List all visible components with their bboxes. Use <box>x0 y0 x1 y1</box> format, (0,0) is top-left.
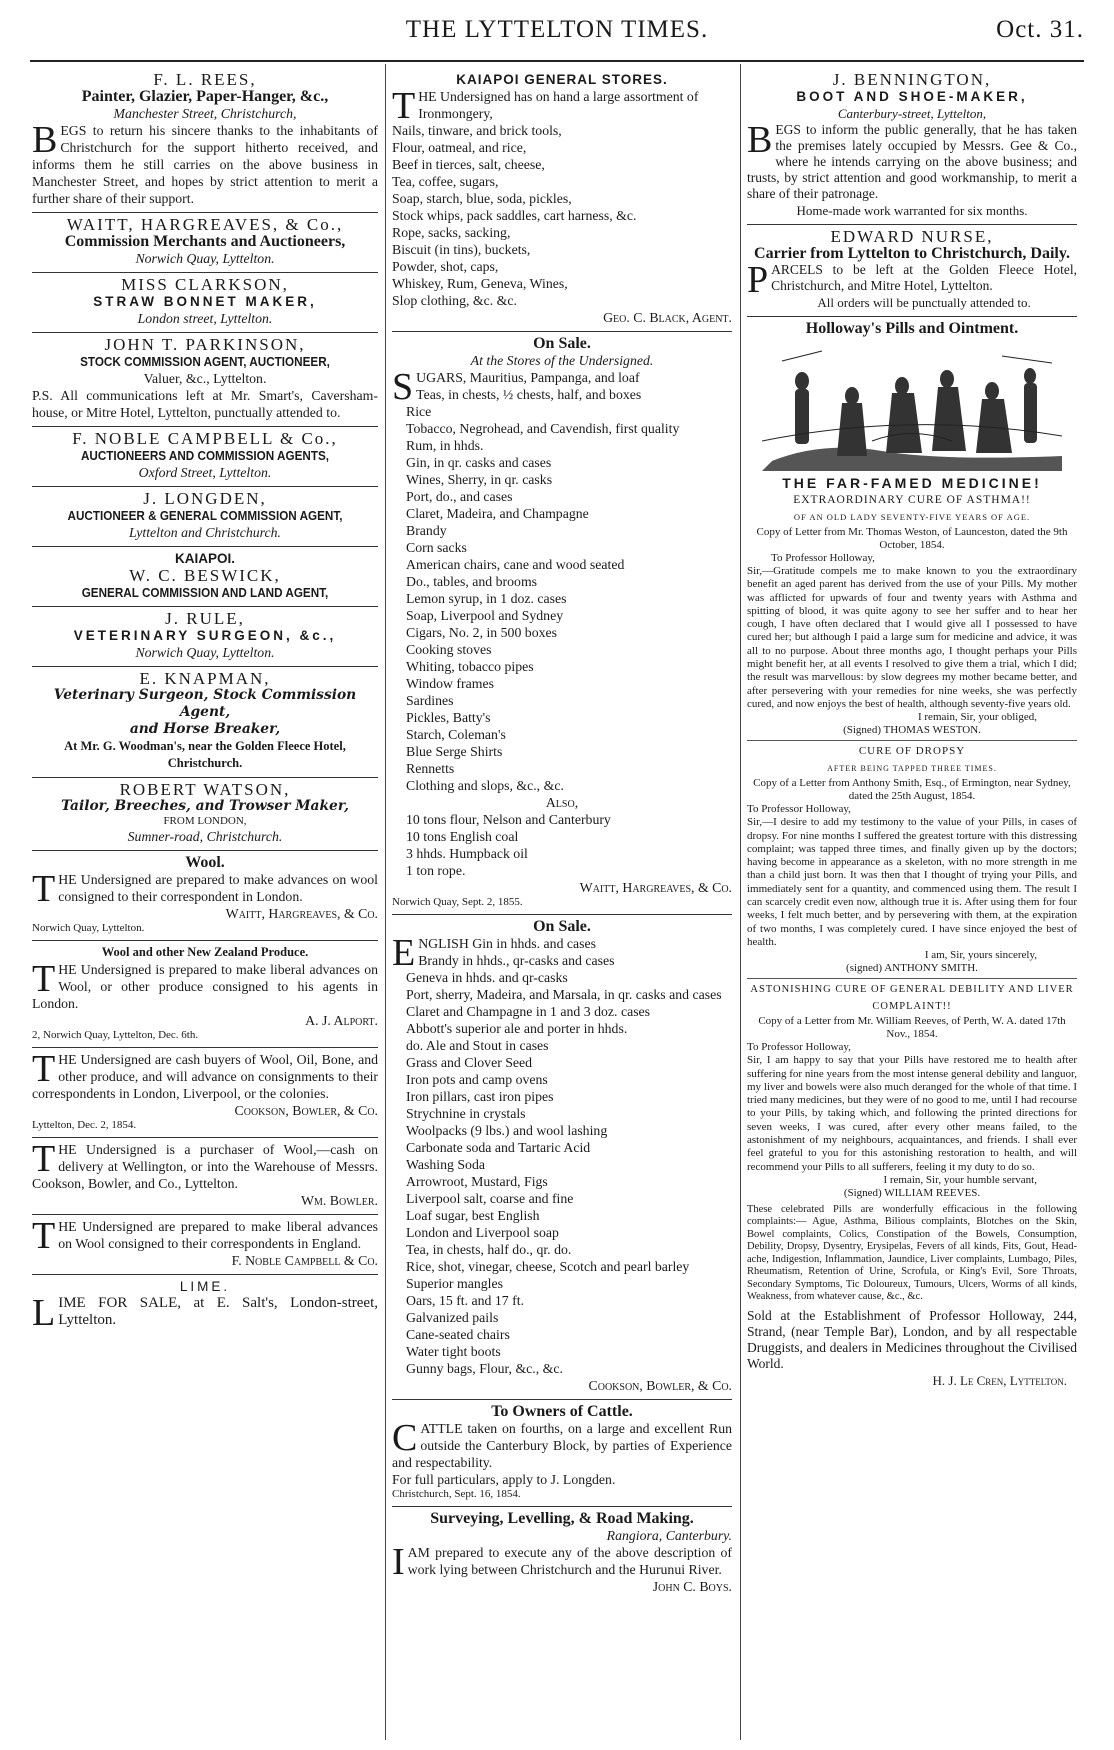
drop-cap: T <box>32 868 56 910</box>
ad-trade: VETERINARY SURGEON, &c., <box>73 628 337 643</box>
ad-body <box>32 958 378 1012</box>
list-item: Carbonate soda and Tartaric Acid <box>406 1140 591 1155</box>
ad-nurse <box>747 225 1077 317</box>
ad-also: Also, <box>545 795 579 810</box>
ad-sub: Rangiora, Canterbury. <box>606 1528 732 1543</box>
ad-text: EGS to inform the public generally, that he has taken the premises lately occupied by Messrs. Gee & Co., where he intends carrying on the above business; and trusts, by strict attention and good workmanship, to merit a share of their patronage. <box>747 122 1077 201</box>
list-item: Powder, shot, caps, <box>392 259 499 274</box>
engraving-illustration <box>762 341 1062 471</box>
list-item: Rice <box>406 404 432 419</box>
ad-address: Oxford Street, Lyttelton. <box>138 465 272 480</box>
list-item: Woolpacks (9 lbs.) and wool lashing <box>406 1123 608 1138</box>
ad-heading: Holloway's Pills and Ointment. <box>805 320 1019 337</box>
list-item: Brandy in hhds., qr-casks and cases <box>418 953 615 968</box>
list-item: Window frames <box>406 676 494 691</box>
list-item: Tea, coffee, sugars, <box>392 174 499 189</box>
list-item: Cooking stoves <box>406 642 492 657</box>
ad-address: Norwich Quay, Lyttelton. <box>135 645 275 660</box>
ad-more: For full particulars, apply to J. Longden. <box>392 1472 616 1487</box>
ad-text: IME FOR SALE, at E. Salt's, London-street, Lyttelton. <box>58 1295 378 1328</box>
ad-body: P.S. All communications left at Mr. Smart's, Caversham-house, or Mitre Hotel, Lyttelton, punctually attended to. <box>32 388 378 420</box>
ad-on-sale-cookson <box>392 915 732 1400</box>
ad-wool <box>32 851 378 941</box>
ad-name: JOHN T. PARKINSON, <box>104 335 306 354</box>
ad-heading: Wool and other New Zealand Produce. <box>101 945 309 959</box>
cure-close: I remain, Sir, your humble servant, <box>883 1173 1037 1186</box>
ad-signature: Waitt, Hargreaves, & Co. <box>225 906 378 921</box>
list-item: Rice, shot, vinegar, cheese, Scotch and pearl barley <box>406 1259 690 1274</box>
ad-signature: Waitt, Hargreaves, & Co. <box>579 880 732 895</box>
ad-alport <box>32 941 378 1048</box>
ad-place: Norwich Quay, Sept. 2, 1855. <box>392 896 523 908</box>
ad-trade: BOOT AND SHOE-MAKER, <box>796 89 1028 104</box>
ad-trade: Carrier from Lyttelton to Christchurch, Daily. <box>754 245 1070 262</box>
ad-trade: STRAW BONNET MAKER, <box>93 294 317 309</box>
ad-bowler <box>32 1138 378 1215</box>
ad-body <box>392 1417 732 1471</box>
list-item: Liverpool salt, coarse and fine <box>406 1191 574 1206</box>
ad-text: HE Undersigned are prepared to make liberal advances on Wool consigned to their correspondents in England. <box>58 1219 378 1251</box>
drop-cap: P <box>747 259 769 301</box>
ad-surveying <box>392 1507 732 1600</box>
drop-cap: L <box>32 1292 56 1334</box>
ad-name: J. BENNINGTON, <box>832 70 992 89</box>
ad-name: WAITT, HARGREAVES, & Co., <box>66 215 344 234</box>
ad-heading: KAIAPOI GENERAL STORES. <box>456 72 668 87</box>
list-item: 1 ton rope. <box>406 863 466 878</box>
list-item: 10 tons English coal <box>406 829 519 844</box>
ad-text: NGLISH Gin in hhds. and cases <box>418 936 597 951</box>
ad-body <box>32 119 378 207</box>
ad-text: HE Undersigned has on hand a large assortment of <box>418 89 699 104</box>
list-item: do. Ale and Stout in cases <box>406 1038 549 1053</box>
cure-title: CURE OF DROPSY <box>747 740 1077 760</box>
list-item: Corn sacks <box>406 540 467 555</box>
list-item: Rum, in hhds. <box>406 438 484 453</box>
list-item: Clothing and slops, &c., &c. <box>406 778 564 793</box>
list-item: Cane-seated chairs <box>406 1327 510 1342</box>
ad-signature: H. J. Le Cren, Lyttelton. <box>932 1372 1067 1388</box>
ad-place: KAIAPOI. <box>174 551 235 566</box>
list-item: Teas, in chests, ½ chests, half, and boxes <box>416 387 642 402</box>
sold-at: Sold at the Establishment of Professor Holloway, 244, Strand, (near Temple Bar), London, and by all respectable Druggists, and dealers in Medicines throughout the Civilised World. <box>747 1307 1077 1371</box>
list-item: Washing Soda <box>406 1157 485 1172</box>
list-item: London and Liverpool soap <box>406 1225 559 1240</box>
ad-campbell <box>32 427 378 487</box>
ad-heading: To Owners of Cattle. <box>491 1403 633 1420</box>
ad-campbell-wool <box>32 1215 378 1275</box>
list-item: Iron pillars, cast iron pipes <box>406 1089 554 1104</box>
cure-copy: Copy of a Letter from Anthony Smith, Esq., of Ermington, near Sydney, dated the 25th August, 1854. <box>753 777 1071 803</box>
ad-name: ROBERT WATSON, <box>119 780 291 799</box>
list-item: Water tight boots <box>406 1344 501 1359</box>
list-item: Grass and Clover Seed <box>406 1055 533 1070</box>
column-2 <box>392 68 732 1740</box>
list-item: Blue Serge Shirts <box>406 744 503 759</box>
ad-trade: AUCTIONEERS AND COMMISSION AGENTS, <box>80 448 330 463</box>
list-item: Do., tables, and brooms <box>406 574 538 589</box>
list-item: Strychnine in crystals <box>406 1106 526 1121</box>
ad-name: J. LONGDEN, <box>143 489 267 508</box>
ad-heading: Surveying, Levelling, & Road Making. <box>430 1510 694 1527</box>
ad-note: Home-made work warranted for six months. <box>796 203 1028 218</box>
ad-heading: Wool. <box>185 854 225 871</box>
list-item: Port, sherry, Madeira, and Marsala, in qr. casks and cases <box>406 987 722 1002</box>
list-item: Port, do., and cases <box>406 489 513 504</box>
ad-from: FROM LONDON, <box>163 815 247 827</box>
drop-cap: T <box>32 1215 56 1257</box>
complaints-list: These celebrated Pills are wonderfully efficacious in the following complaints:— Ague, Asthma, Bilious complaints, Blotches on the Skin, Bowel complaints, Colics, Constipation of the Bowels, Consumption, Debility, Dropsy, Dysentry, Erysipelas, Fevers of all kinds, Fits, Gout, Head-ache, Indigestion, Inflammation, Jaundice, Liver complaints, Lumbago, Piles, Rheumatism, Retention of Urine, Scrofula, or King's Evil, Sore Throats, Secondary Symptoms, Tic Doloureux, Tumours, Ulcers, Worms of all kinds, Weakness, from whatever cause, &c., &c. <box>747 1203 1077 1303</box>
ad-name: W. C. BESWICK, <box>129 566 281 585</box>
ad-signature: A. J. Alport. <box>305 1013 378 1028</box>
drop-cap: S <box>392 366 414 408</box>
ad-name: J. RULE, <box>165 609 245 628</box>
list-item: Whiting, tobacco pipes <box>406 659 534 674</box>
cure-copy: Copy of a Letter from Mr. William Reeves, of Perth, W. A. dated 17th Nov., 1854. <box>758 1015 1066 1041</box>
list-item: Galvanized pails <box>406 1310 499 1325</box>
list-item: Stock whips, pack saddles, cart harness, &c. <box>392 208 637 223</box>
cure-copy: Copy of Letter from Mr. Thomas Weston, of Launceston, dated the 9th October, 1854. <box>756 526 1068 551</box>
list-item: Soap, starch, blue, soda, pickles, <box>392 191 572 206</box>
column-3 <box>747 68 1077 1740</box>
list-item: Rope, sacks, sacking, <box>392 225 511 240</box>
ad-signature: Cookson, Bowler, & Co. <box>588 1378 732 1393</box>
ad-longden <box>32 487 378 547</box>
ad-body <box>392 1541 732 1583</box>
ad-name: F. L. REES, <box>153 70 257 89</box>
cure-to: To Professor Holloway, <box>771 552 875 564</box>
list-item: Claret, Madeira, and Champagne <box>406 506 589 521</box>
list-item: Wines, Sherry, in qr. casks <box>406 472 553 487</box>
list-item: Claret and Champagne in 1 and 3 doz. cases <box>406 1004 651 1019</box>
list-item: Rennetts <box>406 761 455 776</box>
cure-to: To Professor Holloway, <box>747 803 851 816</box>
list-item: Starch, Coleman's <box>406 727 506 742</box>
list-item: Pickles, Batty's <box>406 710 491 725</box>
drop-cap: T <box>32 1138 56 1180</box>
drop-cap: C <box>392 1417 418 1459</box>
ad-tagline: THE FAR-FAMED MEDICINE! <box>782 475 1042 491</box>
cure-letter: Sir,—Gratitude compels me to make known to you the extraordinary benefit an aged parent has derived from the use of your Pills. My mother was afflicted for upwards of four and twenty years with Asthma and spitting of blood, it was quite agony to see her suffer and to hear her cough, I have often declared that I would give all I possessed to have cured her; but although I paid a large sum for medicine and advice, it was all to no purpose. About three months ago, I thought perhaps your Pills might benefit her, at all events I resolved to give them a trial, which I did; the result was marvellous: by slow degrees my mother became better, and after persevering with your remedies for nine weeks, she was perfectly cured, and now enjoys the best of health, although seventy-five years old. <box>747 565 1077 710</box>
list-item: American chairs, cane and wood seated <box>406 557 625 572</box>
cure-close: I remain, Sir, your obliged, <box>917 711 1037 724</box>
ad-signature: F. Noble Campbell & Co. <box>231 1253 378 1268</box>
ad-body <box>32 868 378 910</box>
ad-text: ATTLE taken on fourths, on a large and excellent Run outside the Canterbury Block, by parties of Experience and respectability. <box>392 1421 732 1470</box>
list-item: Loaf sugar, best English <box>406 1208 540 1223</box>
ad-address: London street, Lyttelton. <box>137 311 273 326</box>
list-item: 3 hhds. Humpback oil <box>406 846 528 861</box>
list-item: Biscuit (in tins), buckets, <box>392 242 531 257</box>
ad-clarkson <box>32 273 378 333</box>
ad-address: Norwich Quay, Lyttelton. <box>135 251 275 266</box>
ad-signature: Wm. Bowler. <box>300 1193 378 1208</box>
cure-signed: (Signed) WILLIAM REEVES. <box>843 1186 981 1199</box>
ad-name: MISS CLARKSON, <box>121 275 289 294</box>
list-item: Sardines <box>406 693 454 708</box>
item-list <box>392 952 732 1377</box>
drop-cap: T <box>392 85 416 127</box>
ad-beswick <box>32 547 378 607</box>
drop-cap: T <box>32 1048 56 1090</box>
drop-cap: T <box>32 958 56 1000</box>
list-item: Beef in tierces, salt, cheese, <box>392 157 545 172</box>
drop-cap: I <box>392 1541 405 1583</box>
ad-trade: Veterinary Surgeon, Stock Commission Agent, <box>53 687 357 720</box>
cure-title: EXTRAORDINARY CURE OF ASTHMA!! <box>793 494 1031 506</box>
ad-text: EGS to return his sincere thanks to the inhabitants of Christchurch for the support hitherto received, and informs them he still carries on the above business in Manchester Street, and hopes by strict attention to merit a further share of their support. <box>32 123 378 206</box>
list-item: Tobacco, Negrohead, and Cavendish, first quality <box>406 421 680 436</box>
ad-place: Norwich Quay, Lyttelton. <box>32 922 145 934</box>
ad-trade: AUCTIONEER & GENERAL COMMISSION AGENT, <box>67 508 343 523</box>
ad-signature: John C. Boys. <box>652 1579 732 1594</box>
ad-rees <box>32 68 378 213</box>
cure-title: ASTONISHING CURE OF GENERAL DEBILITY AND LIVER COMPLAINT!! <box>747 978 1077 1015</box>
ad-holloway <box>747 317 1077 1394</box>
ad-lime <box>32 1275 378 1334</box>
ad-knapman <box>32 667 378 778</box>
list-item: Superior mangles <box>406 1276 503 1291</box>
ad-address: Lyttelton and Christchurch. <box>129 525 281 540</box>
list-item: Tea, in chests, half do., qr. do. <box>406 1242 572 1257</box>
cure-letter: Sir,—I desire to add my testimony to the value of your Pills, in cases of dropsy. For nine months I suffered the greatest torture with this distressing complaint; was tapped three times, and finally given up by the doctors; having become in appearance as a skeleton, with no more strength in me than a child just born. It was then that I thought of trying your Pills, and immediately sent for a quantity, and commenced using them. The result I can scarcely credit even now, although true it is. After using them for four weeks, I felt much better, and by persevering with them, at the expiration of two months, I was completely cured. I have since enjoyed the best of health. <box>747 816 1077 948</box>
newspaper-title: THE LYTTELTON TIMES. <box>405 16 709 43</box>
drop-cap: B <box>32 119 58 161</box>
ad-address: Canterbury-street, Lyttelton, <box>837 106 987 121</box>
ad-cookson <box>32 1048 378 1138</box>
ad-text: HE Undersigned is a purchaser of Wool,—cash on delivery at Wellington, or into the Warehouse of Messrs. Cookson, Bowler, and Co., Lyttelton. <box>32 1142 378 1191</box>
cure-subtitle: OF AN OLD LADY SEVENTY-FIVE YEARS OF AGE. <box>793 512 1031 522</box>
cure-close: I am, Sir, yours sincerely, <box>924 949 1037 962</box>
ad-cattle <box>392 1400 732 1507</box>
ad-address: Sumner-road, Christchurch. <box>127 829 283 844</box>
cure-letter: Sir, I am happy to say that your Pills have restored me to health after suffering for nine years from the most intense general debility and languor, my liver and bowels were also much deranged for the whole of that time. I tried many medicines, but they were of no good to me, until I had recourse to your Pills, by taking which, and following the printed directions for seven weeks, I was cured, after every other means failed, to the astonishment of my neighbours, acquaintances, and friends. I shall ever feel grateful to you for this astonishing restoration to health, and will recommend your Pills to all sufferers, feeling it my duty to do so. <box>747 1054 1077 1173</box>
list-item: Ironmongery, <box>418 106 493 121</box>
ad-name: E. KNAPMAN, <box>139 669 271 688</box>
column-divider <box>385 64 386 1740</box>
issue-date: Oct. 31. <box>996 16 1084 43</box>
drop-cap: B <box>747 119 773 161</box>
ad-sub: At the Stores of the Undersigned. <box>470 353 654 368</box>
cure-signed: (signed) ANTHONY SMITH. <box>846 962 978 975</box>
ad-text: UGARS, Mauritius, Pampanga, and loaf <box>416 370 640 385</box>
ad-trade: Commission Merchants and Auctioneers, <box>64 233 346 250</box>
cure-signed: (Signed) THOMAS WESTON. <box>843 724 981 737</box>
list-item: Iron pots and camp ovens <box>406 1072 548 1087</box>
ad-trade: Painter, Glazier, Paper-Hanger, &c., <box>81 88 329 105</box>
ad-address: Manchester Street, Christchurch, <box>113 106 297 121</box>
list-item: Whiskey, Rum, Geneva, Wines, <box>392 276 568 291</box>
list-item: Arrowroot, Mustard, Figs <box>406 1174 548 1189</box>
ad-bennington <box>747 68 1077 225</box>
ad-trade: GENERAL COMMISSION AND LAND AGENT, <box>81 585 329 600</box>
ad-watson <box>32 778 378 851</box>
ad-sub: Valuer, &c., Lyttelton. <box>143 371 267 386</box>
list-item: Abbott's superior ale and porter in hhds. <box>406 1021 628 1036</box>
column-1 <box>32 68 378 1740</box>
item-list <box>392 105 732 309</box>
list-item: Gunny bags, Flour, &c., &c. <box>406 1361 563 1376</box>
ad-heading: On Sale. <box>533 918 591 935</box>
ad-body <box>32 1048 378 1102</box>
ad-kaiapoi-stores <box>392 68 732 332</box>
ad-text: HE Undersigned is prepared to make liberal advances on Wool, or other produce consigned to his agents in London. <box>32 962 378 1011</box>
ad-trade: STOCK COMMISSION AGENT, AUCTIONEER, <box>80 354 330 369</box>
ad-text: HE Undersigned are prepared to make advances on wool consigned to their correspondent in London. <box>58 872 378 904</box>
ad-signature: Cookson, Bowler, & Co. <box>234 1103 378 1118</box>
list-item: 10 tons flour, Nelson and Canterbury <box>406 812 611 827</box>
list-item: Oars, 15 ft. and 17 ft. <box>406 1293 525 1308</box>
ad-parkinson <box>32 333 378 427</box>
ad-body <box>747 119 1077 202</box>
item-list <box>392 811 732 879</box>
masthead-rule <box>30 60 1084 62</box>
list-item: Geneva in hhds. and qr-casks <box>406 970 568 985</box>
ad-place: Christchurch, Sept. 16, 1854. <box>392 1488 521 1500</box>
masthead <box>30 16 1084 56</box>
ad-body <box>32 1138 378 1192</box>
ad-signature: Geo. C. Black, Agent. <box>603 310 732 325</box>
ad-heading: LIME. <box>179 1279 231 1294</box>
list-item: Cigars, No. 2, in 500 boxes <box>406 625 557 640</box>
ad-trade: Tailor, Breeches, and Trowser Maker, <box>61 798 349 814</box>
cure-to: To Professor Holloway, <box>747 1041 851 1054</box>
list-item: Flour, oatmeal, and rice, <box>392 140 527 155</box>
ad-waitt <box>32 213 378 273</box>
cure-subtitle: AFTER BEING TAPPED THREE TIMES. <box>827 764 997 774</box>
ad-body <box>32 1215 378 1257</box>
ad-trade-line2: and Horse Breaker, <box>129 721 281 737</box>
ad-place: Lyttelton, Dec. 2, 1854. <box>32 1119 137 1131</box>
ad-name: F. NOBLE CAMPBELL & Co., <box>72 429 338 448</box>
list-item: Nails, tinware, and brick tools, <box>392 123 562 138</box>
ad-place: 2, Norwich Quay, Lyttelton, Dec. 6th. <box>32 1029 199 1041</box>
item-list <box>392 386 732 794</box>
ad-body <box>32 1292 378 1334</box>
column-divider <box>740 64 741 1740</box>
ad-on-sale-waitt <box>392 332 732 915</box>
list-item: Brandy <box>406 523 447 538</box>
list-item: Gin, in qr. casks and cases <box>406 455 552 470</box>
list-item: Lemon syrup, in 1 doz. cases <box>406 591 567 606</box>
ad-body <box>747 259 1077 301</box>
ad-text: HE Undersigned are cash buyers of Wool, Oil, Bone, and other produce, and will advance on consignments to their correspondents in London, Liverpool, or the colonies. <box>32 1052 378 1101</box>
drop-cap: E <box>392 932 416 974</box>
list-item: Soap, Liverpool and Sydney <box>406 608 564 623</box>
ad-text: AM prepared to execute any of the above description of work lying between Christchurch and the Hurunui River. <box>407 1545 732 1577</box>
ad-text: ARCELS to be left at the Golden Fleece Hotel, Christchurch, and Mitre Hotel, Lyttelton. <box>771 262 1077 293</box>
ad-rule <box>32 607 378 667</box>
ad-address: At Mr. G. Woodman's, near the Golden Fleece Hotel, Christchurch. <box>64 739 346 770</box>
ad-name: EDWARD NURSE, <box>830 227 994 246</box>
list-item: Slop clothing, &c. &c. <box>392 293 517 308</box>
ad-heading: On Sale. <box>533 335 591 352</box>
ad-note: All orders will be punctually attended to. <box>817 295 1031 310</box>
